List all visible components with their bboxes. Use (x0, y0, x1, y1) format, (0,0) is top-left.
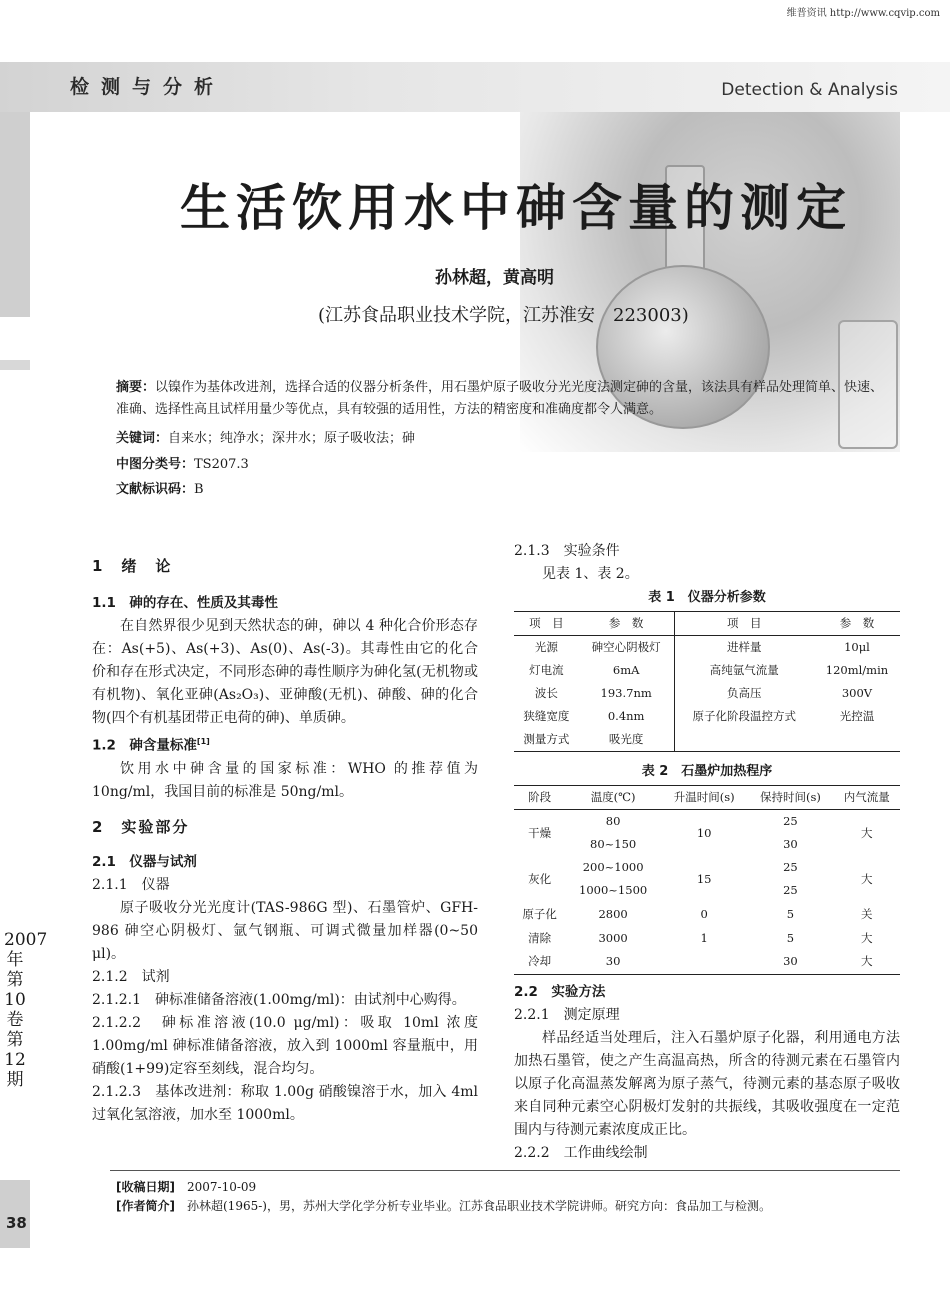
keywords-text: 自来水；纯净水；深井水；原子吸收法；砷 (168, 431, 416, 446)
table-cell: 193.7nm (600, 686, 652, 700)
right-column (514, 540, 900, 1165)
section-2-1-heading: 2.1 仪器与试剂 (92, 853, 197, 870)
abstract-text: 以镍作为基体改进剂，选择合适的仪器分析条件，用石墨炉原子吸收分光光度法测定砷的含量，该法具有样品处理简单、快速、准确、选择性高且试样用量少等优点，具有较强的适用性，方法的精密度和准确度都令人满意。 (116, 380, 884, 417)
table-row (514, 856, 900, 902)
table-cell-line: 25 (783, 860, 798, 874)
affiliation: (江苏食品职业技术学院，江苏淮安 223003) (318, 305, 689, 326)
table-cell: 大 (861, 871, 873, 886)
table-cell: 6mA (612, 663, 640, 677)
table-cell: 清除 (528, 930, 552, 945)
table-row (514, 659, 900, 682)
table-row (514, 950, 900, 974)
authors: 孙林超，黄高明 (435, 268, 554, 288)
table-cell (814, 728, 900, 752)
section-2-1-3-heading: 2.1.3 实验条件 (514, 543, 620, 559)
left-decor-strip-small (0, 360, 30, 370)
table-cell (565, 856, 661, 902)
table-cell: 大 (861, 954, 873, 969)
section-2-1-1-heading: 2.1.1 仪器 (92, 876, 170, 893)
table-cell (565, 810, 661, 857)
author-bio-note (116, 1197, 906, 1214)
table-row (514, 682, 900, 705)
table-cell: 原子化 (522, 906, 557, 921)
section-2-1-2-2-text: 2.1.2.2 砷标准溶液(10.0 μg/ml)：吸取 10ml 浓度 1.00mg/ml 砷标准储备溶液，放入到 1000ml 容量瓶中，用硝酸(1+99)定容至刻线，混合均匀。 (92, 1014, 478, 1077)
table-cell: 光源 (534, 640, 558, 654)
table-1-header-row (514, 612, 900, 636)
section-1-2-text: 饮用水中砷含量的国家标准：WHO 的推荐值为 10ng/ml，我国目前的标准是 50ng/ml。 (92, 760, 478, 800)
table-cell: 0 (700, 906, 708, 921)
table-cell: 大 (861, 930, 873, 945)
table-cell: 1 (700, 930, 708, 945)
table-2-header-cell: 保持时间(s) (759, 790, 821, 804)
table-2-header-cell: 阶段 (528, 790, 552, 804)
section-2-1-1-text: 原子吸收分光光度计(TAS-986G 型)、石墨管炉、GFH-986 砷空心阴极灯、氩气钢瓶、可调式微量加样器(0~50 μl)。 (92, 899, 478, 962)
section-2-1-3-text: 见表 1、表 2。 (542, 566, 639, 582)
section-2-2-1-heading: 2.2.1 测定原理 (514, 1006, 620, 1023)
doc-code-label: 文献标识码： (116, 482, 195, 497)
table-cell: 负高压 (674, 682, 814, 705)
table-cell: 冷却 (528, 954, 552, 969)
section-2-1-2-heading: 2.1.2 试剂 (92, 968, 170, 985)
table-cell: 测量方式 (523, 732, 570, 746)
section-1-1-heading: 1.1 砷的存在、性质及其毒性 (92, 595, 278, 611)
section-1-2-heading (92, 730, 478, 758)
author-bio-text: 孙林超(1965-)，男，苏州大学化学分析专业毕业。江苏食品职业技术学院讲师。研究方向：食品加工与检测。 (187, 1199, 771, 1213)
table-1-header-cell: 参 数 (608, 616, 644, 630)
table-2-title: 表 2 石墨炉加热程序 (641, 764, 773, 779)
table-cell-line: 30 (783, 837, 798, 851)
table-cell: 3000 (598, 930, 628, 945)
table-1 (514, 611, 900, 752)
article-title: 生活饮用水中砷含量的测定 (180, 179, 852, 237)
table-cell: 原子化阶段温控方式 (674, 705, 814, 728)
table-cell: 光控温 (839, 709, 875, 723)
table-row (514, 926, 900, 950)
table-cell: 30 (783, 954, 798, 969)
received-date-value: 2007-10-09 (187, 1180, 257, 1194)
table-cell: 15 (696, 871, 712, 886)
issue-vertical-label: 2007年 第10卷 第12期 (4, 930, 48, 1090)
table-cell: 120ml/min (825, 663, 889, 677)
section-tag: 检测与分析 (70, 76, 226, 98)
table-cell: 关 (861, 906, 873, 921)
table-row (514, 705, 900, 728)
section-2-2-heading: 2.2 实验方法 (514, 983, 606, 1000)
section-2-2-2-heading: 2.2.2 工作曲线绘制 (514, 1144, 648, 1161)
clc-row (116, 453, 249, 472)
received-date-note (116, 1178, 256, 1195)
table-cell: 5 (786, 930, 795, 945)
abstract-label: 摘要： (116, 380, 156, 395)
footnote-rule (110, 1170, 900, 1171)
table-cell: 干燥 (528, 825, 552, 840)
watermark-text: 维普资讯 http://www.cqvip.com (786, 8, 940, 19)
table-cell (674, 728, 814, 752)
keywords-row (116, 427, 415, 446)
section-1-1-text: 在自然界很少见到天然状态的砷，砷以 4 种化合价形态存在：As(+5)、As(+3)、As(0)、As(-3)。其毒性由它的化合价和存在形式决定，不同形态砷的毒性顺序为砷化氢(无机物或有机物)、氧化亚砷(As₂O₃)、亚砷酸(无机)、砷酸、砷的化合物(四个有机基团带正电荷的砷)、单质砷。 (92, 618, 478, 726)
left-decor-strip (0, 112, 30, 317)
table-2-header-cell: 内气流量 (843, 790, 890, 804)
table-cell: 灰化 (528, 871, 552, 886)
abstract (116, 377, 896, 421)
table-2-header-cell: 升温时间(s) (673, 790, 735, 804)
table-cell: 10 (696, 825, 712, 840)
table-cell (661, 950, 747, 974)
doc-code-row (116, 478, 204, 497)
clc-label: 中图分类号： (116, 457, 195, 472)
section-2-1-2-1-text: 2.1.2.1 砷标准储备溶液(1.00mg/ml)：由试剂中心购得。 (92, 991, 466, 1008)
received-date-label: [收稿日期] (116, 1180, 175, 1194)
section-english-tag: Detection & Analysis (721, 80, 898, 100)
table-cell: 砷空心阴极灯 (591, 640, 661, 654)
table-cell: 吸光度 (608, 732, 644, 746)
table-row (514, 902, 900, 926)
table-cell-line: 80~150 (590, 837, 637, 851)
table-2-header-row (514, 786, 900, 810)
table-2 (514, 785, 900, 975)
table-cell-line: 1000~1500 (579, 883, 648, 897)
reference-marker: [1] (196, 737, 210, 746)
table-cell: 30 (605, 954, 621, 969)
table-1-title: 表 1 仪器分析参数 (648, 590, 766, 605)
table-cell: 5 (786, 906, 795, 921)
clc-value: TS207.3 (194, 457, 249, 472)
table-cell (747, 856, 833, 902)
author-bio-label: [作者简介] (116, 1199, 175, 1213)
table-cell: 大 (861, 825, 873, 840)
table-cell: 10μl (844, 640, 870, 654)
keywords-label: 关键词： (116, 431, 169, 446)
table-1-header-cell: 参 数 (839, 616, 875, 630)
section-2-2-1-text: 样品经适当处理后，注入石墨炉原子化器，利用通电方法加热石墨管，使之产生高温高热，所含的待测元素在石墨管内以原子化高温蒸发解离为原子蒸气，待测元素的基态原子吸收来自同种元素空心阴极灯发射的共振线，其吸收强度在一定范围内与待测元素浓度成正比。 (514, 1029, 900, 1138)
table-row (514, 636, 900, 660)
table-cell-line: 25 (783, 883, 798, 897)
section-2-heading: 2 实验部分 (92, 817, 190, 836)
table-2-header-cell: 温度(℃) (590, 790, 636, 804)
table-cell: 高纯氩气流量 (674, 659, 814, 682)
table-cell-line: 200~1000 (582, 860, 644, 874)
table-cell: 300V (841, 686, 873, 700)
table-cell: 0.4nm (607, 709, 645, 723)
page-number: 38 (6, 1214, 27, 1232)
table-cell: 灯电流 (529, 663, 564, 677)
table-cell: 2800 (598, 906, 628, 921)
section-2-1-2-3-text: 2.1.2.3 基体改进剂：称取 1.00g 硝酸镍溶于水，加入 4ml 过氧化氢溶液，加水至 1000ml。 (92, 1083, 478, 1123)
table-1-header-cell: 项 目 (529, 616, 564, 630)
table-cell: 波长 (534, 686, 558, 700)
table-cell: 进样量 (674, 636, 814, 660)
table-cell (747, 810, 833, 857)
doc-code-value: B (194, 482, 204, 497)
table-row (514, 810, 900, 857)
table-cell-line: 80 (605, 814, 621, 828)
table-cell-line: 25 (783, 814, 798, 828)
section-1-2-title: 1.2 砷含量标准 (92, 737, 197, 754)
section-1-heading: 1 绪 论 (92, 557, 173, 575)
left-column (92, 555, 478, 1127)
table-row (514, 728, 900, 752)
table-cell: 狭缝宽度 (523, 709, 570, 723)
table-1-header-cell: 项 目 (674, 612, 814, 636)
